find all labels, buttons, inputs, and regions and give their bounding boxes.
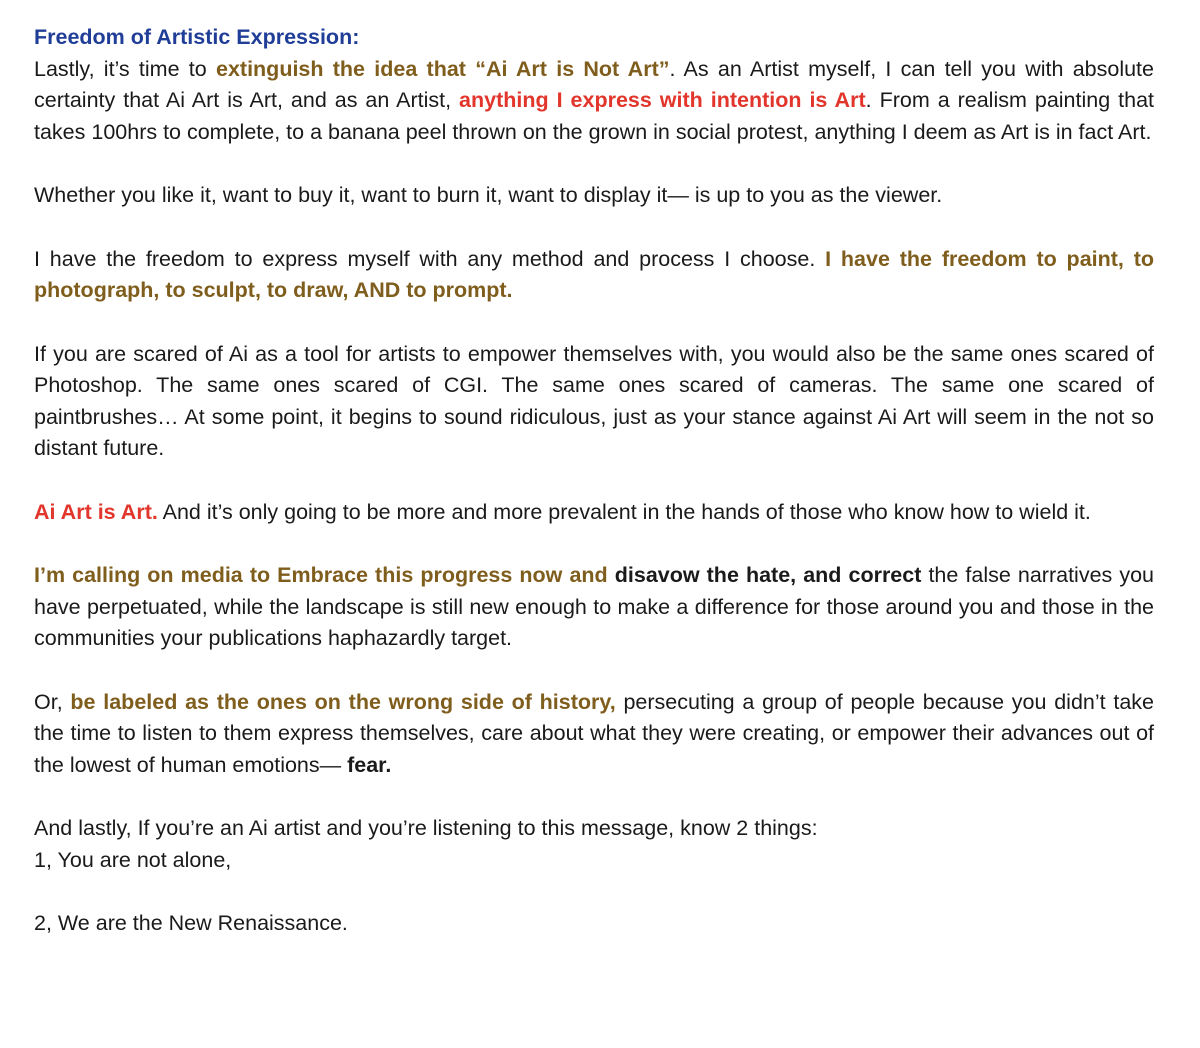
paragraph-intro (34, 54, 1154, 149)
intro-emphasis-intention: anything I express with intention is Art (459, 88, 866, 112)
paragraph-closing (34, 813, 1154, 876)
section-heading: Freedom of Artistic Expression: (34, 25, 360, 49)
history-text-1: Or, (34, 689, 71, 714)
intro-text-1: Lastly, it’s time to (34, 56, 216, 81)
paragraph-media-call (34, 560, 1154, 655)
history-emphasis: be labeled as the ones on the wrong side of history, (70, 689, 616, 714)
paragraph-renaissance: 2, We are the New Renaissance. (34, 911, 348, 935)
media-text: the false narratives you have perpetuated, while the landscape is still new enough to make a difference for those around you and those in the communities your publications haphazardly target. (34, 563, 1155, 650)
ai-art-text: And it’s only going to be more and more prevalent in the hands of those who know how to wield it. (157, 499, 1091, 524)
media-emphasis: I’m calling on media to Embrace this progress now and (34, 563, 615, 587)
paragraph-ai-art-is-art (34, 497, 1154, 529)
history-text-2: persecuting a group of people because you didn’t take the time to listen to them express themselves, care about what they were creating, or empower their advances out of the lowest of human emotions— (34, 689, 1154, 777)
intro-text-3: . From a realism painting that takes 100hrs to complete, to a banana peel thrown on the grown in social protest, anything I deem as Art is in fact Art. (34, 88, 1155, 144)
document-body (34, 22, 1154, 940)
paragraph-history (34, 687, 1154, 782)
paragraph-freedom (34, 244, 1154, 307)
ai-art-emphasis: Ai Art is Art. (34, 499, 158, 524)
intro-text-2: . As an Artist myself, I can tell you with absolute certainty that Ai Art is Art, and as an Artist, (34, 56, 1154, 112)
closing-line-1: And lastly, If you’re an Ai artist and you’re listening to this message, know 2 things: (34, 816, 818, 840)
freedom-emphasis: I have the freedom to paint, to photograph, to sculpt, to draw, AND to prompt. (34, 246, 1154, 302)
intro-emphasis-extinguish: extinguish the idea that “Ai Art is Not Art” (216, 56, 670, 81)
media-bold: disavow the hate, and correct (614, 563, 922, 587)
paragraph-scared: If you are scared of Ai as a tool for artists to empower themselves with, you would also be the same ones scared of Photoshop. The same ones scared of CGI. The same ones scared of cameras. The same one scared of paintbrushes… At some point, it begins to sound ridiculous, just as your stance against Ai Art will seem in the not so distant future. (34, 341, 1154, 460)
history-bold-fear: fear. (347, 752, 392, 777)
closing-line-2: 1, You are not alone, (34, 847, 232, 872)
freedom-text: I have the freedom to express myself with any method and process I choose. (34, 246, 826, 271)
paragraph-viewer: Whether you like it, want to buy it, want to burn it, want to display it— is up to you as the viewer. (34, 183, 943, 207)
